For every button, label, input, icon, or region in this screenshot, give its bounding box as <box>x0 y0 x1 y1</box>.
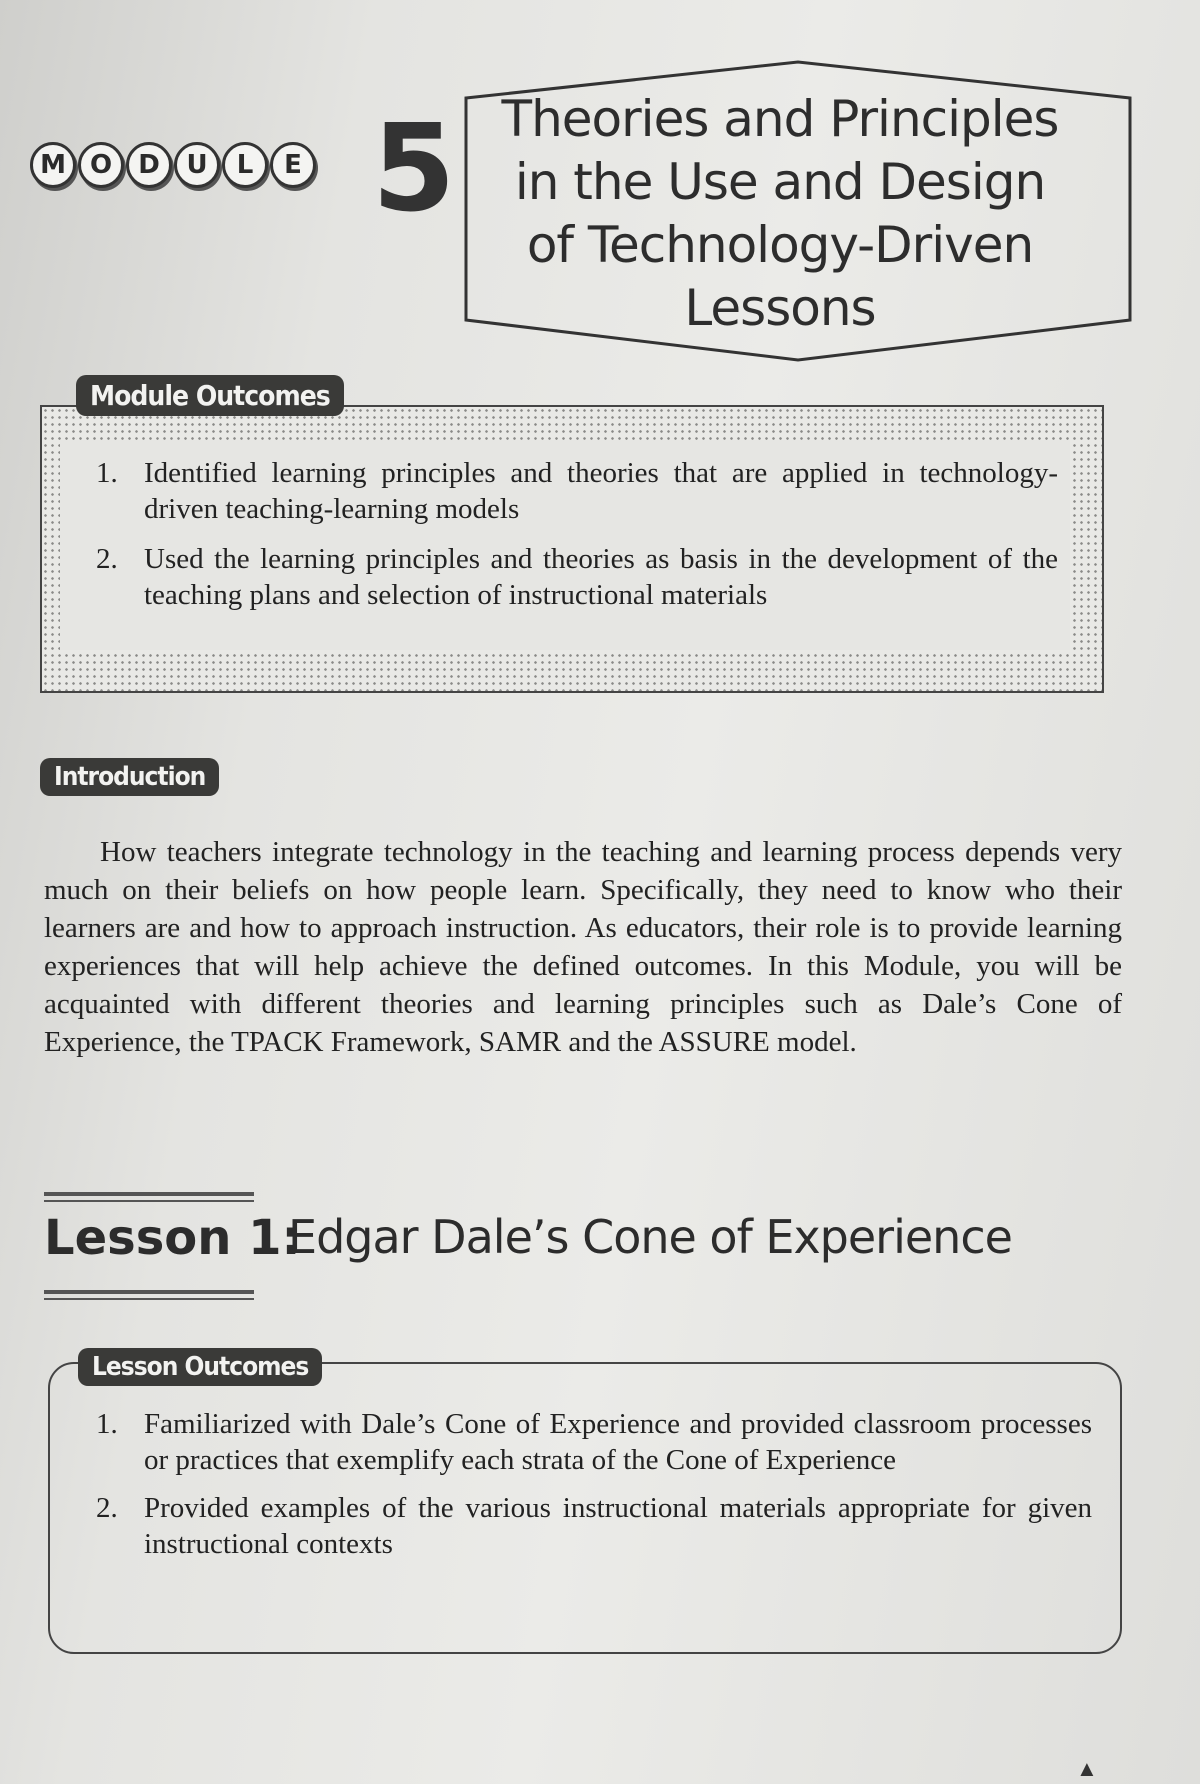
divider <box>44 1200 254 1202</box>
module-letter: L <box>222 142 268 188</box>
list-item <box>96 1490 1092 1562</box>
item-number: 2. <box>96 543 118 575</box>
divider <box>44 1290 254 1294</box>
list-item <box>96 1406 1092 1478</box>
lesson-label: Lesson 1: <box>44 1210 301 1266</box>
module-title-line: Theories and Principles <box>501 90 1059 148</box>
lesson-outcomes-heading: Lesson Outcomes <box>78 1348 322 1386</box>
module-title-line: Lessons <box>684 279 876 337</box>
item-number: 2. <box>96 1492 118 1524</box>
item-number: 1. <box>96 1408 118 1440</box>
divider <box>44 1298 254 1300</box>
lesson-title: Edgar Dale’s Cone of Experience <box>288 1210 1012 1264</box>
module-outcomes-heading: Module Outcomes <box>76 375 344 416</box>
module-letter: U <box>174 142 220 188</box>
module-letter: M <box>30 142 76 188</box>
item-text: Provided examples of the various instructional materials appropriate for given instructional contexts <box>144 1492 1092 1560</box>
module-letter: O <box>78 142 124 188</box>
module-outcomes-list <box>96 455 1058 627</box>
module-letter: D <box>126 142 172 188</box>
page-corner-mark: ▲ <box>1076 1756 1098 1781</box>
list-item <box>96 455 1058 527</box>
item-number: 1. <box>96 457 118 489</box>
module-number: 5 <box>372 100 456 239</box>
introduction-paragraph: How teachers integrate technology in the teaching and learning process depends very much on their beliefs on how people learn. Specifically, they need to know who their learners are and how to approach instruction. As educators, their role is to provide learning experiences that will help achieve the defined outcomes. In this Module, you will be acquainted with different theories and learning principles such as Dale’s Cone of Experience, the TPACK Framework, SAMR and the ASSURE model. <box>44 836 1122 1058</box>
item-text: Familiarized with Dale’s Cone of Experience and provided classroom processes or practices that exemplify each strata of the Cone of Experience <box>144 1408 1092 1476</box>
list-item <box>96 541 1058 613</box>
item-text: Identified learning principles and theories that are applied in technology-driven teaching-learning models <box>144 457 1058 525</box>
module-letter: E <box>270 142 316 188</box>
module-label <box>30 142 316 188</box>
module-title-line: in the Use and Design <box>514 153 1046 211</box>
lesson-outcomes-list <box>96 1406 1092 1574</box>
introduction-heading: Introduction <box>40 758 219 796</box>
module-title-line: of Technology-Driven <box>526 216 1034 274</box>
item-text: Used the learning principles and theories as basis in the development of the teaching plans and selection of instructional materials <box>144 543 1058 611</box>
module-title <box>480 88 1080 340</box>
divider <box>44 1192 254 1196</box>
